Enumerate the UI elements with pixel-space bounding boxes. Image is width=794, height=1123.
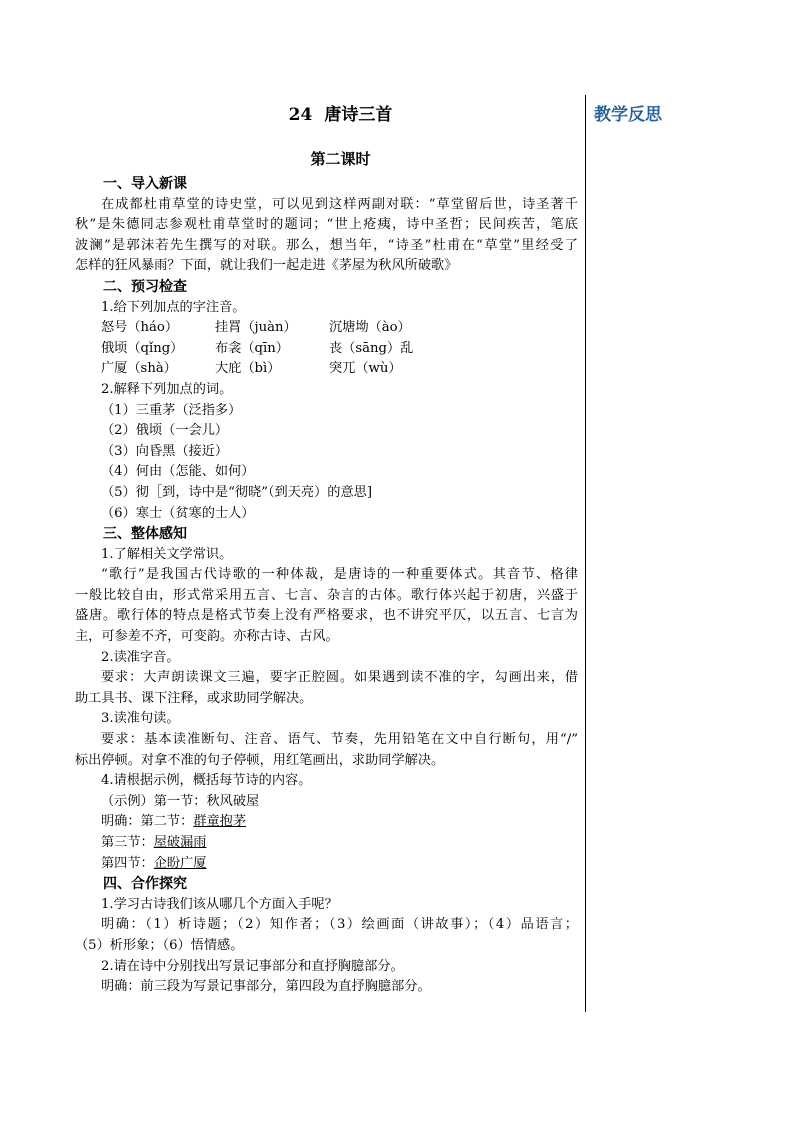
pinyin-item: 沉塘坳（ào） bbox=[329, 320, 411, 336]
word-item: （3）向昏黑（接近） bbox=[101, 443, 229, 459]
paragraph-line: 怎样的狂风暴雨？下面，就让我们一起走进《茅屋为秋风所破歌》 bbox=[75, 258, 458, 274]
pinyin-item: 挂罥（juàn） bbox=[215, 320, 297, 336]
paragraph-line: 波澜”是郭沫若先生撰写的对联。那么，想当年，“诗圣”杜甫在“草堂”里经受了 bbox=[75, 237, 578, 253]
pinyin-row bbox=[75, 318, 578, 339]
word-item: （6）寒士（贫寒的士人） bbox=[101, 505, 255, 521]
paragraph-line: 盛唐。歌行体的特点是格式节奏上没有严格要求，也不讲究平仄，以五言、七言为 bbox=[75, 608, 578, 624]
question: 2.请在诗中分别找出写景记事部分和直抒胸臆部分。 bbox=[101, 958, 404, 974]
question: 4.请根据示例，概括每节诗的内容。 bbox=[101, 773, 312, 789]
pinyin-row bbox=[75, 359, 578, 380]
pinyin-item: 布衾（qīn） bbox=[215, 340, 289, 356]
answer-text: 企盼广厦 bbox=[153, 855, 207, 871]
pinyin-item: 广厦（shà） bbox=[101, 361, 177, 377]
paragraph-line: 要求：大声朗读课文三遍，要字正腔圆。如果遇到读不准的字，勾画出来，借 bbox=[101, 670, 578, 686]
pinyin-item: 突兀（wù） bbox=[329, 361, 402, 377]
paragraph-line: 助工具书、课下注释，或求助同学解决。 bbox=[75, 690, 313, 706]
pinyin-item: 怒号（háo） bbox=[101, 320, 179, 336]
section-heading: 一、导入新课 bbox=[103, 176, 187, 192]
pinyin-item: 大庇（bì） bbox=[215, 361, 281, 377]
lesson-subtitle: 第二课时 bbox=[310, 150, 371, 168]
question: 2.读准字音。 bbox=[101, 649, 180, 665]
answer-line: （5）析形象；（6）悟情感。 bbox=[75, 937, 244, 953]
lesson-content bbox=[75, 100, 578, 998]
lesson-number: 24 bbox=[288, 105, 313, 125]
page-title bbox=[103, 100, 578, 130]
paragraph-line: 主，可参差不齐，可变韵。亦称古诗、古风。 bbox=[75, 629, 339, 645]
word-item: （2）俄顷（一会儿） bbox=[101, 423, 229, 439]
question: 1.给下列加点的字注音。 bbox=[101, 299, 246, 315]
paragraph-line: 一般比较自由，形式常采用五言、七言、杂言的古体。歌行体兴起于初唐，兴盛于 bbox=[75, 587, 578, 603]
lesson-title: 唐诗三首 bbox=[324, 105, 393, 125]
answer-line bbox=[75, 833, 578, 854]
question: 1.了解相关文学常识。 bbox=[101, 546, 233, 562]
answer-line bbox=[75, 812, 578, 833]
teaching-reflection-title: 教学反思 bbox=[594, 105, 662, 125]
word-item: （4）何由（怎能、如何） bbox=[101, 464, 255, 480]
pinyin-item: 丧（sāng）乱 bbox=[329, 340, 414, 356]
answer-line bbox=[75, 854, 578, 875]
answer-prefix: 明确：第二节： bbox=[101, 814, 194, 830]
answer-text: 屋破漏雨 bbox=[153, 835, 207, 850]
paragraph-line: 要求：基本读准断句、注音、语气、节奏，先用铅笔在文中自行断句，用“/” bbox=[101, 732, 578, 748]
section-heading: 三、整体感知 bbox=[103, 526, 187, 543]
section-heading: 二、预习检查 bbox=[103, 278, 187, 295]
paragraph-line: 在成都杜甫草堂的诗史堂，可以见到这样两副对联：“草堂留后世，诗圣著千 bbox=[101, 196, 578, 212]
column-divider bbox=[585, 95, 586, 1012]
pinyin-item: 俄顷（qǐng） bbox=[101, 340, 184, 356]
paragraph-line: 秋”是朱德同志参观杜甫草堂时的题词；“世上疮痍，诗中圣哲；民间疾苦，笔底 bbox=[75, 217, 578, 233]
answer-line: 明确：前三段为写景记事部分，第四段为直抒胸臆部分。 bbox=[101, 979, 431, 995]
answer-prefix: 第三节： bbox=[101, 835, 154, 850]
question: 1.学习古诗我们该从哪几个方面入手呢？ bbox=[101, 896, 338, 912]
answer-prefix: 第四节： bbox=[101, 855, 154, 871]
paragraph-line: “歌行”是我国古代诗歌的一种体裁，是唐诗的一种重要体式。其音节、格律 bbox=[101, 567, 578, 583]
question: 3.读准句读。 bbox=[101, 711, 180, 727]
word-item: （1）三重茅（泛指多） bbox=[101, 402, 242, 418]
question: 2.解释下列加点的词。 bbox=[101, 381, 233, 397]
answer-line: 明确：（1）析诗题；（2）知作者；（3）绘画面（讲故事）；（4）品语言； bbox=[101, 917, 578, 933]
word-item: （5）彻［到，诗中是“彻晓”（到天亮）的意思] bbox=[101, 484, 372, 500]
section-heading: 四、合作探究 bbox=[103, 876, 187, 893]
pinyin-row bbox=[75, 339, 578, 360]
paragraph-line: 标出停顿。对拿不准的句子停顿，用红笔画出，求助同学解决。 bbox=[75, 752, 445, 768]
answer-text: 群童抱茅 bbox=[193, 814, 247, 830]
example-line: （示例）第一节：秋风破屋 bbox=[101, 793, 260, 809]
